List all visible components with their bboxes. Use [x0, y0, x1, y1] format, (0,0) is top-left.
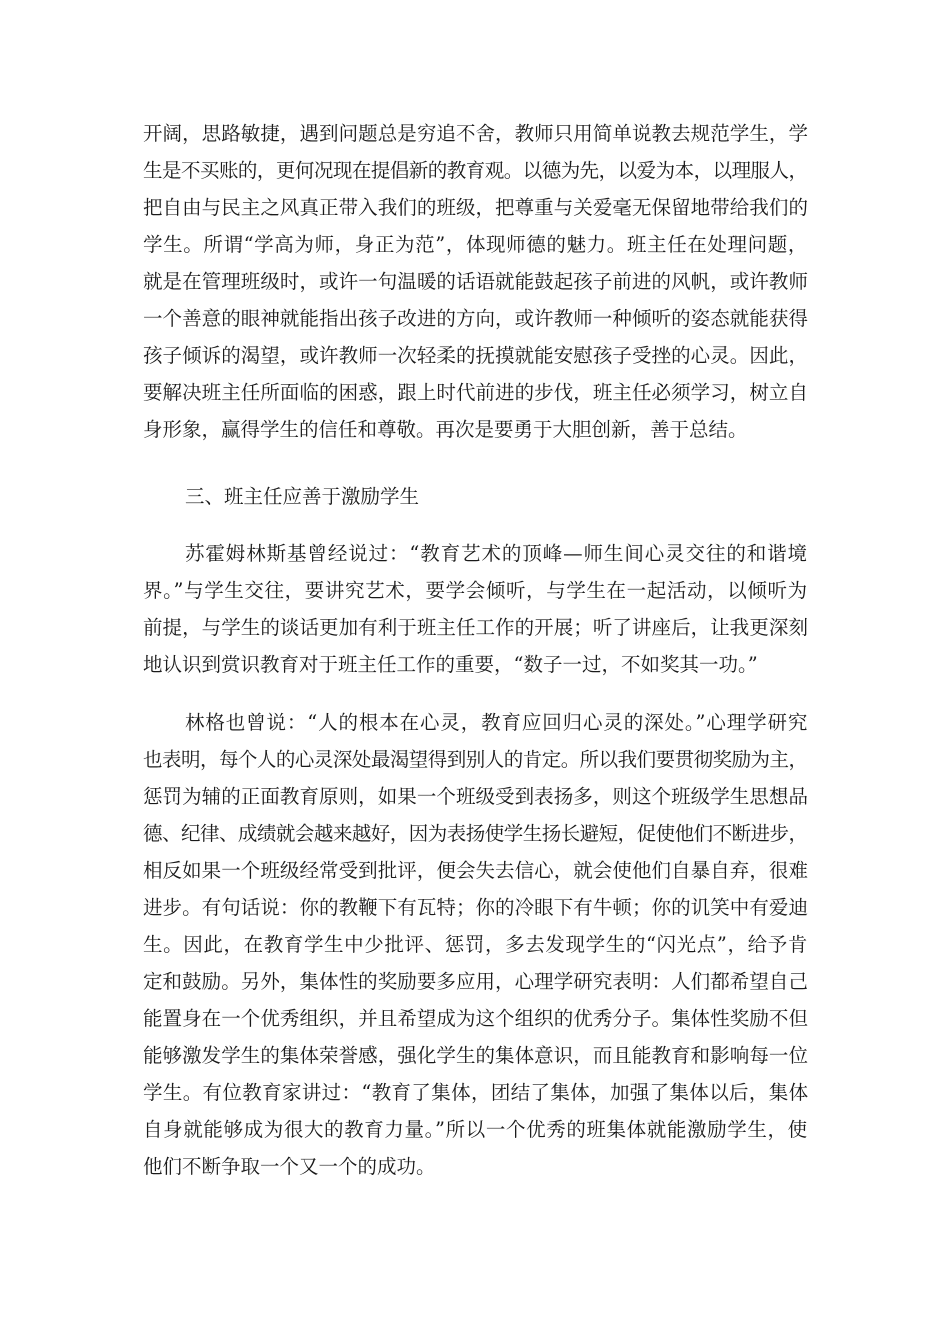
text-line: 把自由与民主之风真正带入我们的班级，把尊重与关爱毫无保留地带给我们的 — [143, 196, 809, 219]
text-line: 要解决班主任所面临的困惑，跟上时代前进的步伐，班主任必须学习，树立自 — [143, 381, 809, 404]
text-line: 定和鼓励。另外，集体性的奖励要多应用，心理学研究表明：人们都希望自己 — [143, 970, 809, 993]
text-line: 自身就能够成为很大的教育力量。”所以一个优秀的班集体就能激励学生，使 — [143, 1118, 808, 1141]
text-line: 界。”与学生交往，要讲究艺术，要学会倾听，与学生在一起活动，以倾听为 — [143, 579, 808, 602]
text-line: 身形象，赢得学生的信任和尊敬。再次是要勇于大胆创新，善于总结。 — [143, 418, 748, 441]
text-line: 学生。有位教育家讲过：“教育了集体，团结了集体，加强了集体以后，集体 — [143, 1081, 809, 1104]
text-line: 地认识到赏识教育对于班主任工作的重要，“数子一过，不如奖其一功。” — [143, 653, 758, 676]
text-line: 生。因此，在教育学生中少批评、惩罚，多去发现学生的“闪光点”，给予肯 — [143, 933, 808, 956]
text-line: 相反如果一个班级经常受到批评，便会失去信心，就会使他们自暴自弃，很难 — [143, 859, 809, 882]
text-line: 就是在管理班级时，或许一句温暖的话语就能鼓起孩子前进的风帆，或许教师 — [143, 270, 809, 293]
section-heading: 三、班主任应善于激励学生 — [185, 485, 420, 508]
text-line: 能够激发学生的集体荣誉感，强化学生的集体意识，而且能教育和影响每一位 — [143, 1044, 809, 1067]
text-line: 也表明，每个人的心灵深处最渴望得到别人的肯定。所以我们要贯彻奖励为主， — [143, 748, 808, 771]
text-line: 一个善意的眼神就能指出孩子改进的方向，或许教师一种倾听的姿态就能获得 — [143, 307, 809, 330]
text-line: 前提，与学生的谈话更加有利于班主任工作的开展；听了讲座后，让我更深刻 — [143, 616, 809, 639]
text-line: 进步。有句话说：你的教鞭下有瓦特；你的冷眼下有牛顿；你的讥笑中有爱迪 — [143, 896, 809, 919]
text-line: 孩子倾诉的渴望，或许教师一次轻柔的抚摸就能安慰孩子受挫的心灵。因此， — [143, 344, 809, 367]
text-line: 苏霍姆林斯基曾经说过：“教育艺术的顶峰—师生间心灵交往的和谐境 — [185, 542, 808, 565]
text-line: 惩罚为辅的正面教育原则，如果一个班级受到表扬多，则这个班级学生思想品 — [143, 785, 809, 808]
text-line: 开阔，思路敏捷，遇到问题总是穷追不舍，教师只用简单说教去规范学生，学 — [143, 122, 809, 145]
text-line: 学生。所谓“学高为师，身正为范”，体现师德的魅力。班主任在处理问题， — [143, 233, 808, 256]
text-line: 他们不断争取一个又一个的成功。 — [143, 1155, 436, 1178]
text-line: 能置身在一个优秀组织，并且希望成为这个组织的优秀分子。集体性奖励不但 — [143, 1007, 809, 1030]
text-line: 德、纪律、成绩就会越来越好，因为表扬使学生扬长避短，促使他们不断进步， — [143, 822, 808, 845]
text-line: 生是不买账的，更何况现在提倡新的教育观。以德为先，以爱为本，以理服人， — [143, 159, 808, 182]
text-line: 林格也曾说：“人的根本在心灵，教育应回归心灵的深处。”心理学研究 — [185, 711, 809, 734]
